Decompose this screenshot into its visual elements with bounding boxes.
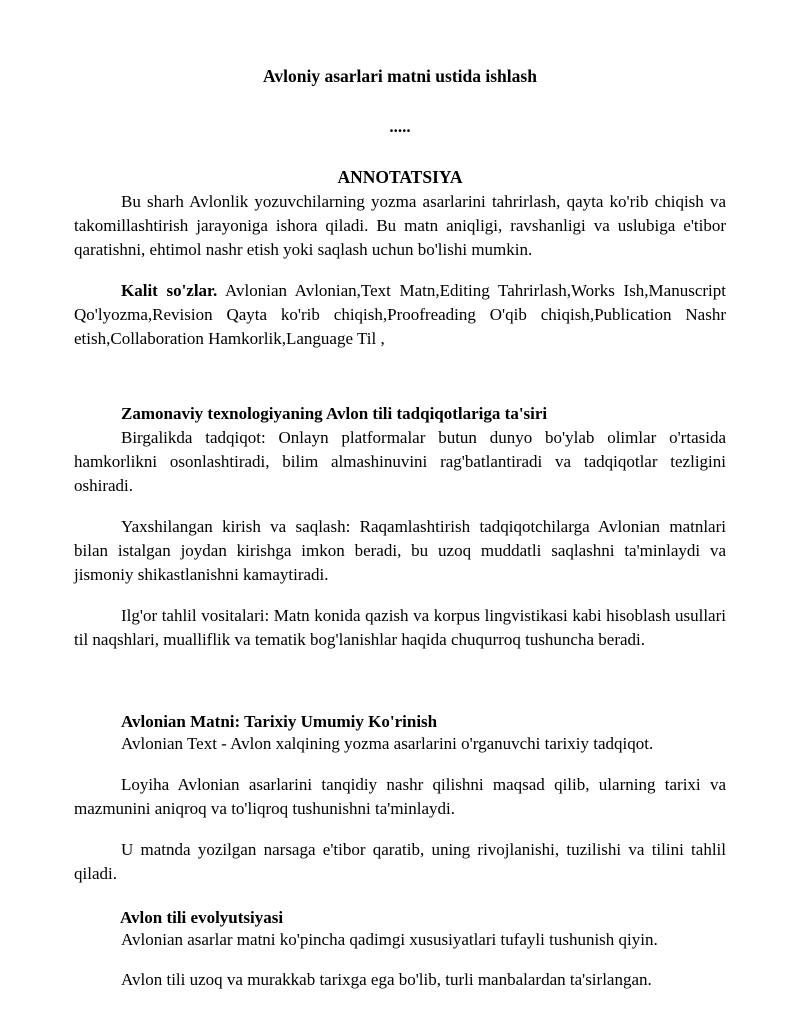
annotation-paragraph: Bu sharh Avlonlik yozuvchilarning yozma asarlarini tahrirlash, qayta ko'rib chiqish va takomillashtirish jarayoniga ishora qiladi. Bu matn aniqligi, ravshanligi va uslubiga e'tibor qaratishni, ehtimol nashr etish yoki saqlash uchun bo'lishi mumkin. — [74, 192, 726, 259]
paragraph-text-analysis: U matnda yozilgan narsaga e'tibor qaratib, uning rivojlanishi, tuzilishi va tilini tahlil qiladi. — [74, 840, 726, 883]
keywords-text: Avlonian Avlonian,Text Matn,Editing Tahrirlash,Works Ish,Manuscript Qo'lyozma,Revision Qayta ko'rib chiqish,Proofreading O'qib chiqish,Publication Nashr etish,Collaboration Hamkorlik,Language Til , — [74, 281, 726, 348]
paragraph-language-history: Avlon tili uzoq va murakkab tarixga ega bo'lib, turli manbalardan ta'sirlangan. — [121, 970, 652, 989]
paragraph-project-goal: Loyiha Avlonian asarlarini tanqidiy nashr qilishni maqsad qilib, ularning tarixi va mazmunini aniqroq va to'liqroq tushunishni ta'minlaydi. — [74, 775, 726, 818]
paragraph-collaborative-research: Birgalikda tadqiqot: Onlayn platformalar butun dunyo bo'ylab olimlar o'rtasida hamkorlikni osonlashtiradi, bilim almashinuvini rag'batlantiradi va tadqiqotlar tezligini oshiradi. — [74, 428, 726, 495]
paragraph-avlonian-text: Avlonian Text - Avlon xalqining yozma asarlarini o'rganuvchi tarixiy tadqiqot. — [121, 734, 654, 753]
annotation-heading: ANNOTATSIYA — [337, 167, 463, 187]
section-heading-language-evolution: Avlon tili evolyutsiyasi — [120, 908, 284, 927]
paragraph-archaic-features: Avlonian asarlar matni ko'pincha qadimgi xususiyatlari tufayli tushunish qiyin. — [121, 930, 658, 949]
paragraph-analysis-tools: Ilg'or tahlil vositalari: Matn konida qazish va korpus lingvistikasi kabi hisoblash usullari til naqshlari, mualliflik va tematik bog'lanishlar haqida chuqurroq tushuncha beradi. — [74, 606, 726, 649]
section-heading-technology: Zamonaviy texnologiyaning Avlon tili tadqiqotlariga ta'siri — [121, 404, 548, 423]
paragraph-access-preservation: Yaxshilangan kirish va saqlash: Raqamlashtirish tadqiqotchilarga Avlonian matnlari bilan istalgan joydan kirishga imkon beradi, bu uzoq muddatli saqlashni ta'minlaydi va jismoniy shikastlanishni kamaytiradi. — [74, 517, 726, 584]
document-title: Avloniy asarlari matni ustida ishlash — [263, 66, 537, 86]
keywords-paragraph — [74, 279, 726, 351]
keywords-label: Kalit so'zlar. — [121, 281, 218, 300]
separator-dots: ..... — [389, 117, 411, 136]
section-heading-historical-overview: Avlonian Matni: Tarixiy Umumiy Ko'rinish — [121, 712, 438, 731]
